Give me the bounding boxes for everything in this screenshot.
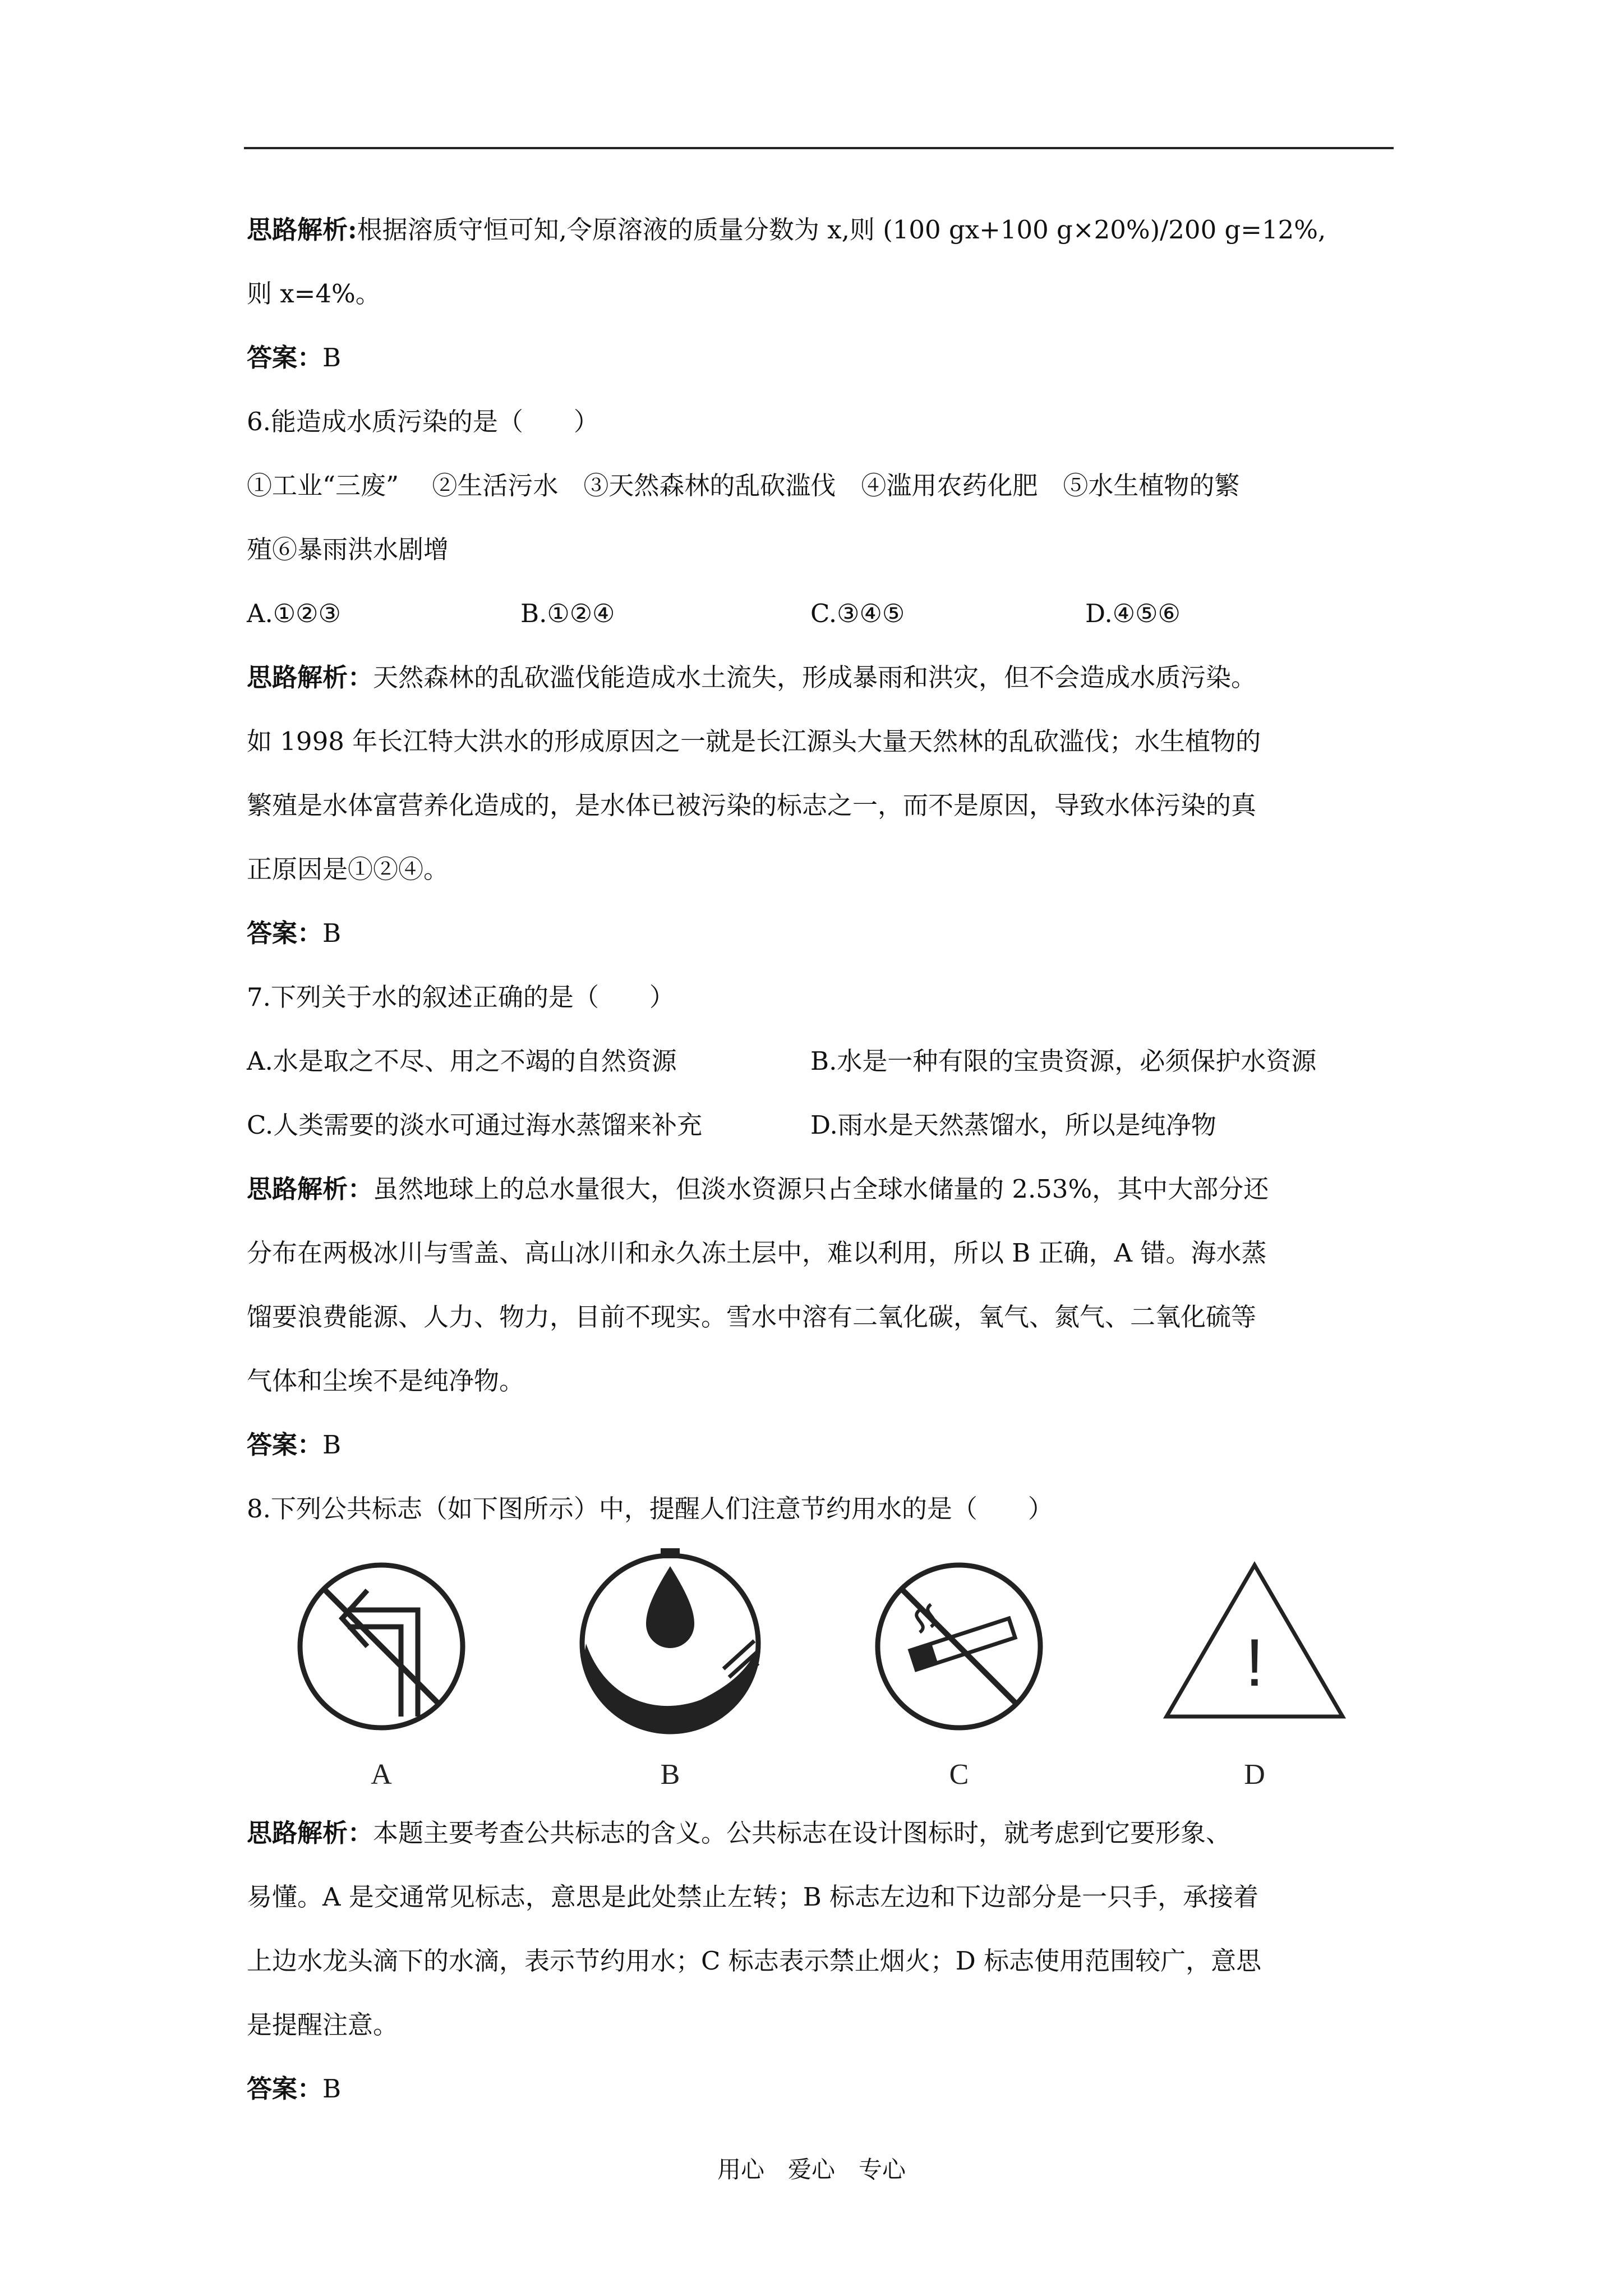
analysis-text: 根据溶质守恒可知,令原溶液的质量分数为 x,则 (100 gx+100 g×20%)/200 g=12%, [357,215,1326,245]
q8-question: 8.下列公共标志（如下图所示）中，提醒人们注意节约用水的是（ ） [247,1494,1053,1524]
water-saving-icon [582,1548,758,1732]
q7-option-b: B.水是一种有限的宝贵资源，必须保护水资源 [810,1046,1317,1076]
q7-answer [247,1428,341,1462]
q7-analysis-line-4: 气体和尘埃不是纯净物。 [247,1366,525,1396]
q7-option-d: D.雨水是天然蒸馏水，所以是纯净物 [810,1110,1216,1140]
answer-label: 答案： [247,1430,323,1460]
warning-mark: ! [1245,1625,1264,1700]
q7-analysis-line-1 [247,1172,1269,1206]
page-footer: 用心 爱心 专心 [717,2156,906,2183]
answer-value: B [322,1430,342,1460]
q6-answer [247,917,341,950]
q6-analysis-line-2: 如 1998 年长江特大洪水的形成原因之一就是长江源头大量天然林的乱砍滥伐；水生植物的 [247,726,1261,756]
answer-label: 答案： [247,343,323,372]
analysis-text: 天然森林的乱砍滥伐能造成水土流失，形成暴雨和洪灾，但不会造成水质污染。 [373,662,1257,692]
q8-analysis-line-3: 上边水龙头滴下的水滴，表示节约用水；C 标志表示禁止烟火；D 标志使用范围较广，意思 [247,1946,1262,1976]
public-signs-figure [0,1548,1623,1801]
q6-option-a: A.①②③ [247,599,341,628]
q7-option-a: A.水是取之不尽、用之不竭的自然资源 [247,1046,677,1076]
q6-items-line-1: ①工业“三废” ②生活污水 ③天然森林的乱砍滥伐 ④滥用农药化肥 ⑤水生植物的繁 [247,471,1240,500]
q7-analysis-line-2: 分布在两极冰川与雪盖、高山冰川和永久冻土层中，难以利用，所以 B 正确，A 错。海水蒸 [247,1238,1267,1268]
q6-analysis-line-3: 繁殖是水体富营养化造成的，是水体已被污染的标志之一，而不是原因，导致水体污染的真 [247,790,1257,820]
answer-value: B [322,918,342,948]
header-rule [244,147,1394,149]
q8-analysis-line-1 [247,1816,1231,1850]
no-left-turn-icon [300,1565,463,1728]
q6-option-c: C.③④⑤ [810,599,905,628]
q5-answer [247,341,341,375]
q5-analysis-line-2: 则 x=4%。 [247,279,381,309]
answer-value: B [322,2074,342,2104]
q7-analysis-line-3: 馏要浪费能源、人力、物力，目前不现实。雪水中溶有二氧化碳，氧气、氮气、二氧化硫等 [247,1302,1257,1332]
answer-label: 答案： [247,2074,323,2104]
sign-label-c: C [949,1759,969,1791]
q6-items-line-2: 殖⑥暴雨洪水剧增 [247,535,449,564]
q6-analysis-line-4: 正原因是①②④。 [247,854,449,884]
analysis-label: 思路解析： [247,1174,374,1204]
analysis-label: 思路解析： [247,1818,374,1848]
analysis-text: 虽然地球上的总水量很大，但淡水资源只占全球水储量的 2.53%，其中大部分还 [373,1174,1269,1204]
analysis-text: 本题主要考查公共标志的含义。公共标志在设计图标时，就考虑到它要形象、 [373,1818,1232,1848]
sign-label-d: D [1244,1759,1265,1791]
analysis-label: 思路解析： [247,662,374,692]
no-smoking-icon [878,1565,1040,1728]
answer-label: 答案： [247,918,323,948]
q5-analysis-line-1 [247,213,1326,247]
q8-analysis-line-4: 是提醒注意。 [247,2010,399,2040]
q7-question: 7.下列关于水的叙述正确的是（ ） [247,982,675,1012]
sign-label-a: A [371,1759,392,1791]
q6-analysis-line-1 [247,661,1256,694]
answer-value: B [322,343,342,372]
warning-icon [1166,1565,1343,1717]
analysis-label: 思路解析: [247,215,357,245]
q6-option-b: B.①②④ [520,599,615,628]
q8-analysis-line-2: 易懂。A 是交通常见标志，意思是此处禁止左转；B 标志左边和下边部分是一只手，承接着 [247,1882,1259,1912]
q6-option-d: D.④⑤⑥ [1085,599,1181,628]
q8-answer [247,2072,341,2106]
q6-question: 6.能造成水质污染的是（ ） [247,407,599,436]
q7-option-c: C.人类需要的淡水可通过海水蒸馏来补充 [247,1110,703,1140]
sign-label-b: B [660,1759,680,1791]
